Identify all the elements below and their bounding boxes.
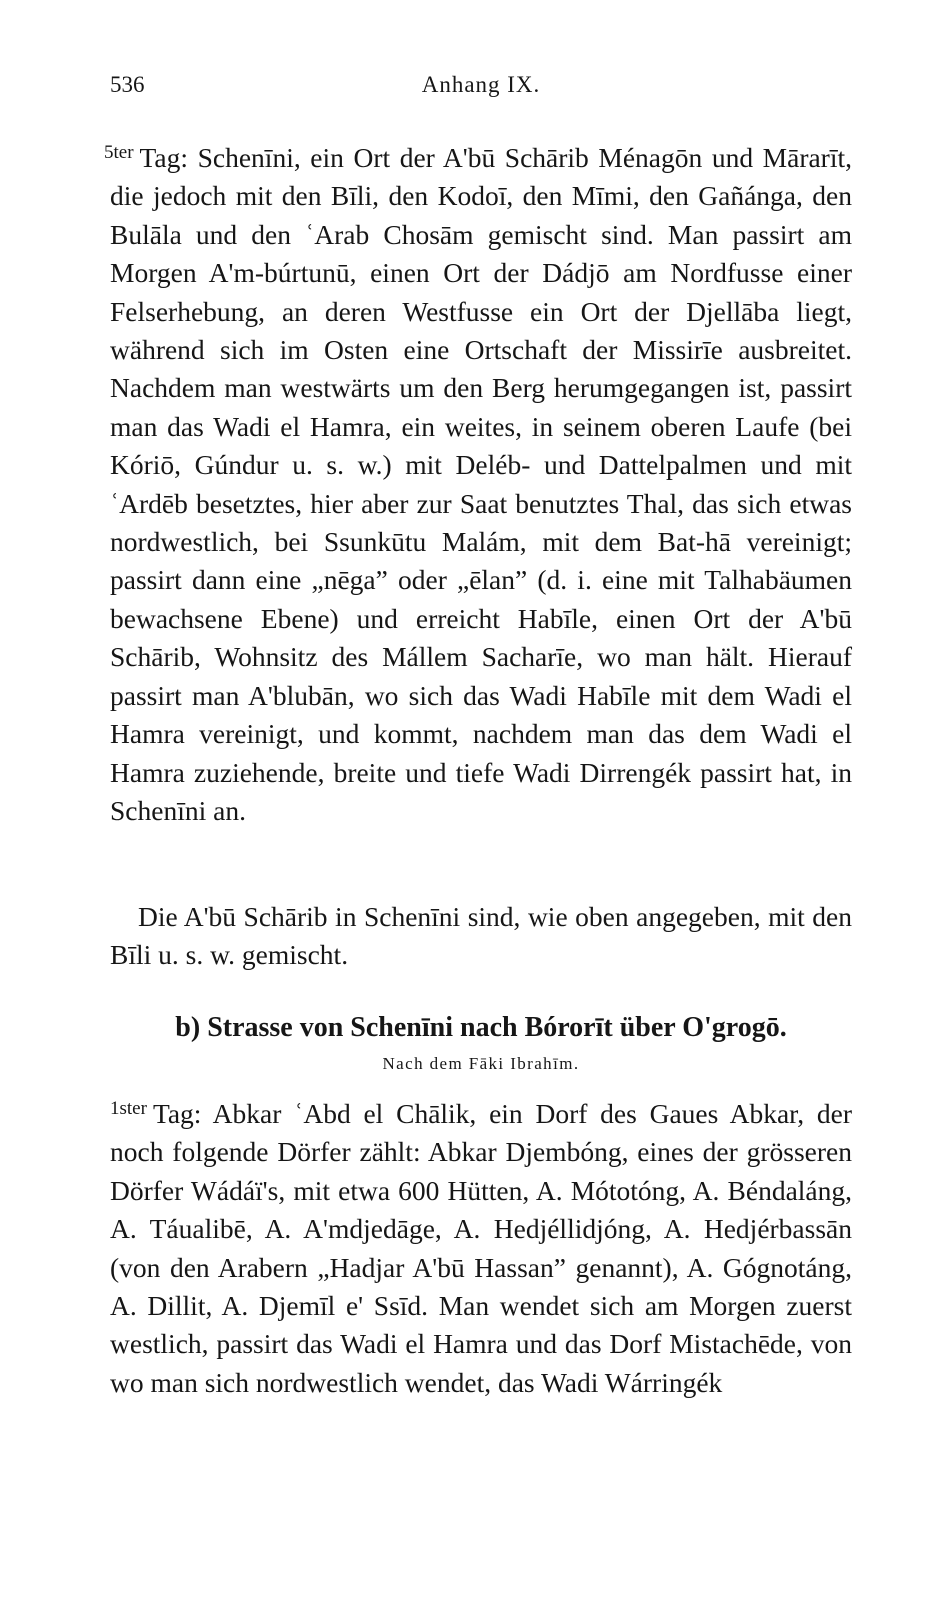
paragraph-note: Die A'bū Schārib in Schenīni sind, wie oben angegeben, mit den Bīli u. s. w. gemischt.	[110, 901, 852, 971]
paragraph-text: Tag: Abkar ʿAbd el Chālik, ein Dorf des Gaues Abkar, der noch folgende Dörfer zählt: Abkar Djembóng, eines der grösseren Dörfer Wádáï's, mit etwa 600 Hütten, A. Mótotóng, A. Béndaláng, A. Táualibē, A. A'mdjedāge, A. Hedjéllidjóng, A. Hedjérbassān (von den Arabern „Hadjar A'bū Hassan” genannt), A. Gógnotáng, A. Dillit, A. Djemīl e' Ssīd. Man wendet sich am Morgen zuerst westlich, passirt das Wadi el Hamra und das Dorf Mistachēde, von wo man sich nordwestlich wendet, das Wadi Wárringék	[110, 1098, 852, 1398]
day-ordinal: 1ster	[110, 1098, 147, 1119]
running-head	[110, 72, 852, 102]
running-title: Anhang IX.	[421, 72, 541, 97]
day-ordinal: 5ter	[104, 142, 134, 163]
paragraph-day-1	[110, 1090, 852, 1402]
section-heading: b) Strasse von Schenīni nach Bórorīt über O'grogō.	[175, 1012, 787, 1043]
paragraph-day-5	[104, 134, 852, 830]
section-source: Nach dem Fāki Ibrahīm.	[382, 1054, 580, 1073]
page-number: 536	[110, 72, 145, 97]
paragraph-text: Tag: Schenīni, ein Ort der A'bū Schārib Ménagōn und Mārarīt, die jedoch mit den Bīli, den Kodoī, den Mīmi, den Gañánga, den Bulāla und den ʿArab Chosām gemischt sind. Man passirt am Morgen A'm-búrtunū, einen Ort der Dádjō am Nordfusse einer Felserhebung, an deren Westfusse ein Ort der Djellāba liegt, während sich im Osten eine Ortschaft der Missirīe ausbreitet. Nachdem man westwärts um den Berg herumgegangen ist, passirt man das Wadi el Hamra, ein weites, in seinem oberen Laufe (bei Kóriō, Gúndur u. s. w.) mit Deléb- und Dattelpalmen und mit ʿArdēb besetztes, hier aber zur Saat benutztes Thal, das sich etwas nordwestlich, bei Ssunkūtu Malám, mit dem Bat-hā vereinigt; passirt dann eine „nēga” oder „ēlan” (d. i. eine mit Talhabäumen bewachsene Ebene) und erreicht Habīle, einen Ort der A'bū Schārib, Wohnsitz des Mállem Sacharīe, wo man hält. Hierauf passirt man A'blubān, wo sich das Wadi Habīle mit dem Wadi el Hamra vereinigt, und kommt, nachdem man das dem Wadi el Hamra zuziehende, breite und tiefe Wadi Dirrengék passirt hat, in Schenīni an.	[110, 142, 852, 826]
